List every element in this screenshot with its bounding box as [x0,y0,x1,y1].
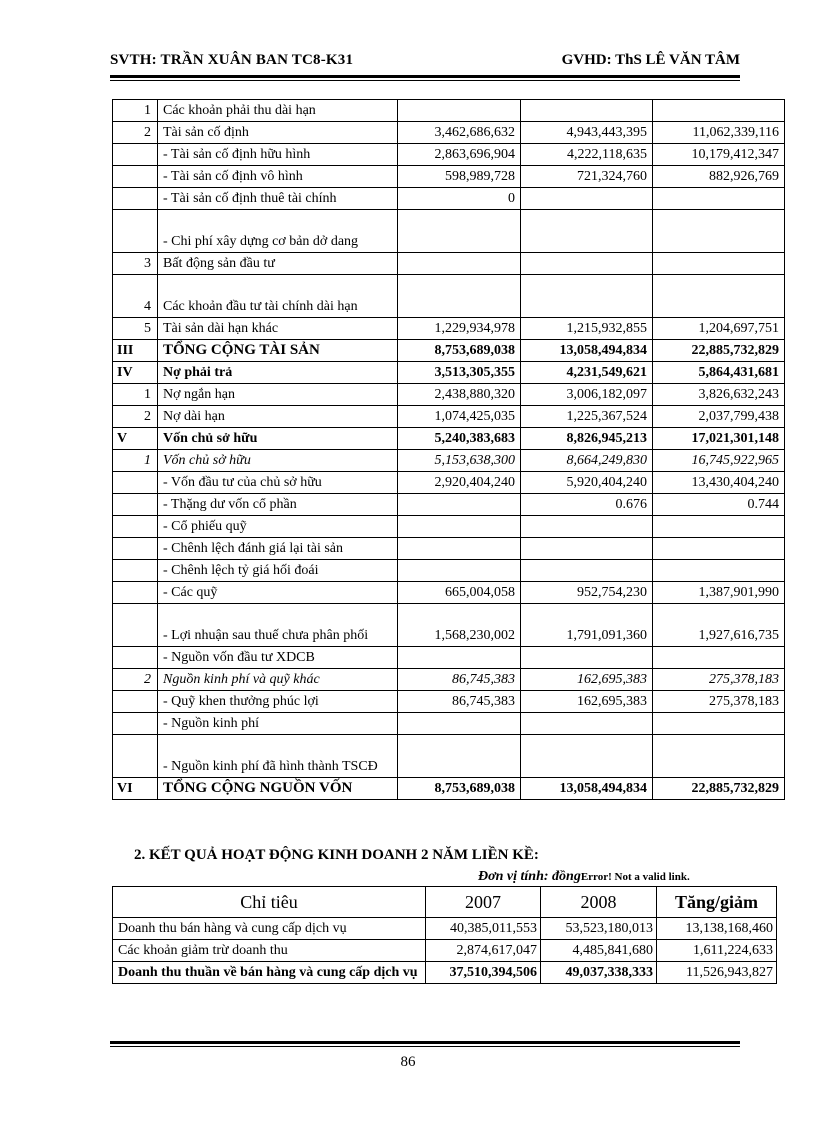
row-label: Doanh thu thuần về bán hàng và cung cấp dịch vụ [113,962,426,984]
table-row [113,691,785,713]
value-2008: 0.744 [653,494,785,516]
row-index [113,560,158,582]
value-2008: 53,523,180,013 [541,918,657,940]
value-2008: 49,037,338,333 [541,962,657,984]
row-index: 1 [113,100,158,122]
value-2006: 665,004,058 [398,582,521,604]
value-2008: 1,387,901,990 [653,582,785,604]
value-2006: 8,753,689,038 [398,340,521,362]
value-2006: 1,229,934,978 [398,318,521,340]
value-2007: 1,225,367,524 [521,406,653,428]
row-label: TỔNG CỘNG TÀI SẢN [158,340,398,362]
value-2008 [653,516,785,538]
value-2007: 1,791,091,360 [521,604,653,647]
value-2006: 598,989,728 [398,166,521,188]
value-2007 [521,188,653,210]
table-row [113,778,785,800]
value-2007 [521,560,653,582]
value-2007 [521,210,653,253]
table-row [113,406,785,428]
value-2007: 8,826,945,213 [521,428,653,450]
table-row [113,253,785,275]
unit-label [478,869,690,885]
section-2-title: 2. KẾT QUẢ HOẠT ĐỘNG KINH DOANH 2 NĂM LIỀN KỀ: [134,847,539,863]
row-index: 5 [113,318,158,340]
value-2008: 22,885,732,829 [653,778,785,800]
row-index [113,516,158,538]
value-2007: 13,058,494,834 [521,778,653,800]
value-2007 [521,253,653,275]
value-2007: 37,510,394,506 [426,962,541,984]
row-index [113,188,158,210]
row-label: - Nguồn kinh phí đã hình thành TSCĐ [158,735,398,778]
table-row [113,918,777,940]
row-index [113,494,158,516]
row-label: - Nguồn kinh phí [158,713,398,735]
row-label: Tài sản cố định [158,122,398,144]
row-label: Vốn chủ sở hữu [158,428,398,450]
row-label: Các khoản đầu tư tài chính dài hạn [158,275,398,318]
value-2006: 0 [398,188,521,210]
table-row [113,713,785,735]
row-label: Nợ dài hạn [158,406,398,428]
table-row [113,516,785,538]
table-row [113,166,785,188]
value-2008: 3,826,632,243 [653,384,785,406]
value-2007 [521,275,653,318]
value-2007 [521,516,653,538]
row-index: VI [113,778,158,800]
row-label: Nợ phải trả [158,362,398,384]
value-2008: 22,885,732,829 [653,340,785,362]
row-label: Bất động sản đầu tư [158,253,398,275]
business-results-table [112,886,777,984]
value-2007: 13,058,494,834 [521,340,653,362]
value-change: 1,611,224,633 [657,940,777,962]
value-2008: 882,926,769 [653,166,785,188]
row-label: TỔNG CỘNG NGUỒN VỐN [158,778,398,800]
value-2008 [653,735,785,778]
row-index: 2 [113,406,158,428]
value-2008 [653,253,785,275]
value-2007 [521,100,653,122]
value-2006 [398,210,521,253]
value-2008 [653,275,785,318]
header-2008: 2008 [541,887,657,918]
row-label: - Quỹ khen thưởng phúc lợi [158,691,398,713]
row-label: - Các quỹ [158,582,398,604]
value-2006: 2,863,696,904 [398,144,521,166]
row-label: Nợ ngắn hạn [158,384,398,406]
row-index [113,210,158,253]
value-2008 [653,713,785,735]
value-2006 [398,253,521,275]
value-2008: 4,485,841,680 [541,940,657,962]
value-2008: 17,021,301,148 [653,428,785,450]
table-row [113,538,785,560]
value-2006: 3,462,686,632 [398,122,521,144]
table-row [113,940,777,962]
student-name: SVTH: TRẦN XUÂN BAN TC8-K31 [110,52,354,68]
row-index [113,472,158,494]
value-2006: 86,745,383 [398,669,521,691]
row-label: - Lợi nhuận sau thuế chưa phân phối [158,604,398,647]
row-index: 1 [113,384,158,406]
value-2008: 2,037,799,438 [653,406,785,428]
table-row [113,494,785,516]
row-label: - Cổ phiếu quỹ [158,516,398,538]
table-row [113,669,785,691]
advisor-name: GVHD: ThS LÊ VĂN TÂM [561,52,740,68]
value-2006 [398,275,521,318]
table-row [113,100,785,122]
row-label: - Tài sản cố định thuê tài chính [158,188,398,210]
value-2008 [653,538,785,560]
value-2008: 11,062,339,116 [653,122,785,144]
row-label: - Thặng dư vốn cổ phần [158,494,398,516]
row-index [113,538,158,560]
value-2008: 16,745,922,965 [653,450,785,472]
header-2007: 2007 [426,887,541,918]
row-label: - Tài sản cố định vô hình [158,166,398,188]
row-label: Vốn chủ sở hữu [158,450,398,472]
value-2008: 10,179,412,347 [653,144,785,166]
value-2008: 1,927,616,735 [653,604,785,647]
table-row [113,362,785,384]
table-header-row [113,887,777,918]
header-rule-thick [110,75,740,78]
value-2006: 86,745,383 [398,691,521,713]
table-row [113,647,785,669]
row-index [113,166,158,188]
value-change: 11,526,943,827 [657,962,777,984]
header-change: Tăng/giảm [657,887,777,918]
value-2007: 40,385,011,553 [426,918,541,940]
unit-text: Đơn vị tính: đồng [478,869,581,884]
table-row [113,962,777,984]
row-label: Tài sản dài hạn khác [158,318,398,340]
table-row [113,582,785,604]
row-index [113,647,158,669]
row-label: - Nguồn vốn đầu tư XDCB [158,647,398,669]
row-index [113,144,158,166]
value-2006: 2,920,404,240 [398,472,521,494]
value-2007: 8,664,249,830 [521,450,653,472]
value-2007 [521,735,653,778]
value-2006 [398,560,521,582]
row-index: 2 [113,122,158,144]
value-2008 [653,647,785,669]
page-number: 86 [400,1054,416,1070]
row-label: - Vốn đầu tư của chủ sở hữu [158,472,398,494]
table-row [113,144,785,166]
value-2006: 5,240,383,683 [398,428,521,450]
value-2008 [653,100,785,122]
row-index [113,582,158,604]
row-index [113,713,158,735]
value-2006: 1,568,230,002 [398,604,521,647]
table-row [113,735,785,778]
row-label: - Tài sản cố định hữu hình [158,144,398,166]
value-2007: 952,754,230 [521,582,653,604]
value-2006 [398,100,521,122]
table-row [113,340,785,362]
row-index: III [113,340,158,362]
value-2006 [398,713,521,735]
value-2006: 3,513,305,355 [398,362,521,384]
value-2007: 3,006,182,097 [521,384,653,406]
footer-rule-thick [110,1041,740,1044]
value-2008: 5,864,431,681 [653,362,785,384]
table-row [113,472,785,494]
balance-sheet-table [112,99,785,800]
value-2007: 2,874,617,047 [426,940,541,962]
table-row [113,275,785,318]
value-2008: 275,378,183 [653,669,785,691]
value-2007: 4,943,443,395 [521,122,653,144]
table-row [113,210,785,253]
table-row [113,604,785,647]
value-2006 [398,538,521,560]
page-header [110,52,740,76]
value-2007 [521,538,653,560]
row-index: 1 [113,450,158,472]
row-index [113,691,158,713]
value-2006 [398,735,521,778]
row-label: Doanh thu bán hàng và cung cấp dịch vụ [113,918,426,940]
table-row [113,122,785,144]
row-index [113,604,158,647]
value-2006 [398,516,521,538]
row-label: Nguồn kinh phí và quỹ khác [158,669,398,691]
header-indicator: Chỉ tiêu [113,887,426,918]
row-index [113,735,158,778]
row-index: 3 [113,253,158,275]
value-2007: 721,324,760 [521,166,653,188]
table-row [113,384,785,406]
table-row [113,450,785,472]
table-row [113,188,785,210]
value-2006: 2,438,880,320 [398,384,521,406]
footer-rule-thin [110,1046,740,1047]
table-row [113,318,785,340]
row-label: - Chênh lệch tỷ giá hối đoái [158,560,398,582]
table-row [113,560,785,582]
row-label: - Chênh lệch đánh giá lại tài sản [158,538,398,560]
value-2008 [653,188,785,210]
value-2006: 1,074,425,035 [398,406,521,428]
value-2006 [398,494,521,516]
header-rule-thin [110,80,740,81]
value-2008 [653,560,785,582]
value-2007 [521,647,653,669]
value-change: 13,138,168,460 [657,918,777,940]
value-2007: 1,215,932,855 [521,318,653,340]
row-label: Các khoản giảm trừ doanh thu [113,940,426,962]
row-index: IV [113,362,158,384]
value-2007: 162,695,383 [521,669,653,691]
value-2007: 4,222,118,635 [521,144,653,166]
value-2006: 5,153,638,300 [398,450,521,472]
value-2007: 5,920,404,240 [521,472,653,494]
value-2007 [521,713,653,735]
row-label: Các khoản phải thu dài hạn [158,100,398,122]
value-2008: 13,430,404,240 [653,472,785,494]
value-2007: 4,231,549,621 [521,362,653,384]
row-index: V [113,428,158,450]
row-index: 2 [113,669,158,691]
value-2006 [398,647,521,669]
row-label: - Chi phí xây dựng cơ bản dở dang [158,210,398,253]
value-2008: 275,378,183 [653,691,785,713]
value-2008 [653,210,785,253]
table-row [113,428,785,450]
value-2008: 1,204,697,751 [653,318,785,340]
unit-error-text: Error! Not a valid link. [580,871,690,883]
row-index: 4 [113,275,158,318]
value-2007: 162,695,383 [521,691,653,713]
value-2006: 8,753,689,038 [398,778,521,800]
value-2007: 0.676 [521,494,653,516]
